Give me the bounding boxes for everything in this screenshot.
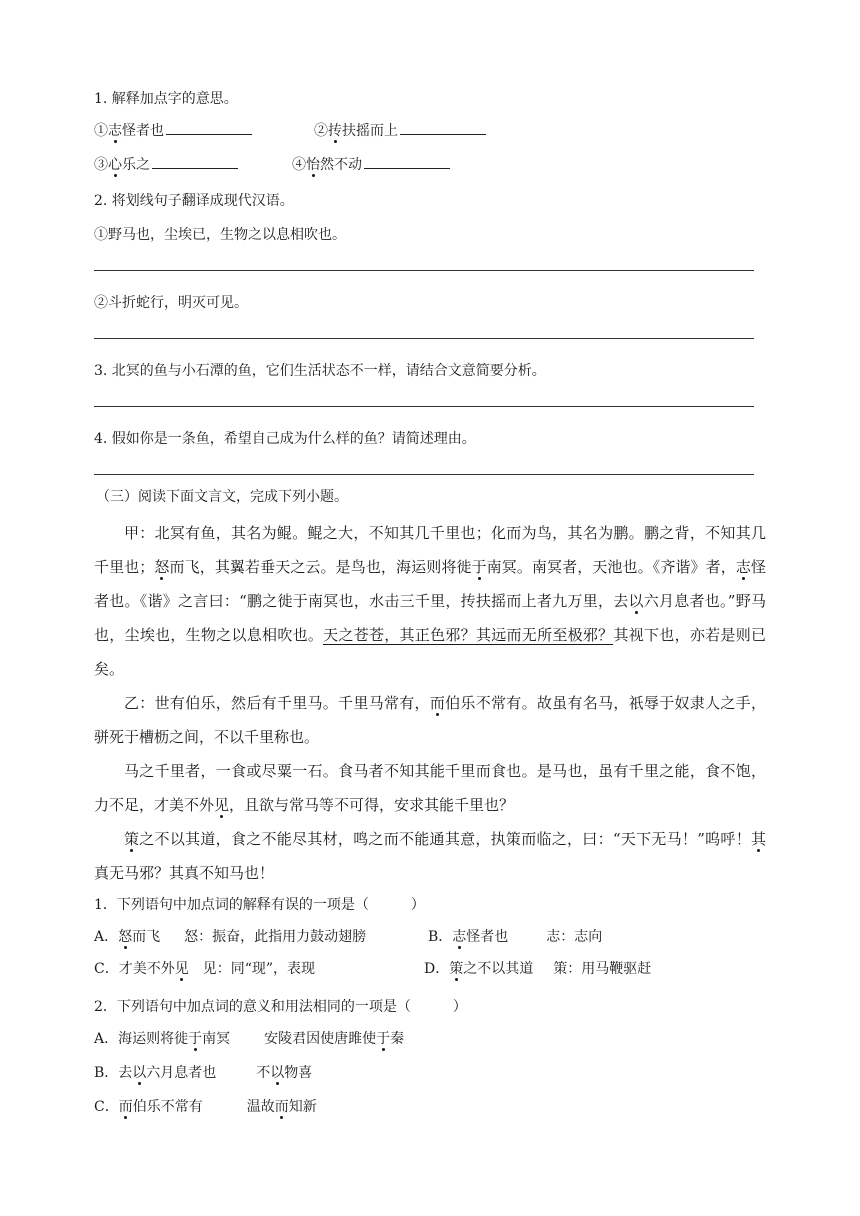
question-3: 3. 北冥的鱼与小石潭的鱼，它们生活状态不一样，请结合文意简要分析。 bbox=[94, 363, 546, 379]
mcq-1-option-a[interactable]: A．怒而飞 怒：振奋，此指用力鼓动翅膀 bbox=[94, 929, 367, 945]
section-heading: （三）阅读下面文言文，完成下列小题。 bbox=[96, 489, 348, 505]
answer-blank[interactable] bbox=[166, 120, 252, 135]
passage-jia: 甲：北冥有鱼，其名为鲲。鲲之大，不知其几千里也；化而为鸟，其名为鹏。鹏之背，不知其几千里也；怒而飞，其翼若垂天之云。是鸟也，海运则将徙于南冥。南冥者，天池也。《齐谐》者，志怪者也。《谐》之言曰：“鹏之徙于南冥也，水击三千里，抟扶摇而上者九万里，去以六月息者也。”野马也，尘埃也，生物之以息相吹也。天之苍苍，其正色邪？其远而无所至极邪？其视下也，亦若是则已矣。 bbox=[94, 524, 766, 678]
mcq-1-option-d[interactable]: D．策之不以其道 策：用马鞭驱赶 bbox=[424, 961, 652, 977]
mcq-2-option-c[interactable]: C．而伯乐不常有 温故而知新 bbox=[94, 1099, 317, 1115]
q1-item-4: ④怡然不动 bbox=[292, 154, 450, 174]
answer-line[interactable] bbox=[94, 270, 754, 271]
q2-item-2: ②斗折蛇行，明灭可见。 bbox=[94, 295, 248, 311]
passage-yi-2: 马之千里者，一食或尽粟一石。食马者不知其能千里而食也。是马也，虽有千里之能，食不饱，力不足，才美不外见，且欲与常马等不可得，安求其能千里也？ bbox=[94, 762, 766, 814]
mcq-2-option-a[interactable]: A．海运则将徙于南冥 安陵君因使唐雎使于秦 bbox=[94, 1031, 405, 1047]
mcq-1-stem: 1．下列语句中加点词的解释有误的一项是（ ） bbox=[94, 897, 425, 913]
passage-yi: 乙：世有伯乐，然后有千里马。千里马常有，而伯乐不常有。故虽有名马，祇辱于奴隶人之手，骈死于槽枥之间，不以千里称也。 bbox=[94, 694, 766, 746]
mcq-1-option-c[interactable]: C．才美不外见 见：同“现”，表现 bbox=[94, 961, 316, 977]
question-4: 4. 假如你是一条鱼，希望自己成为什么样的鱼？请简述理由。 bbox=[94, 431, 476, 447]
answer-line[interactable] bbox=[94, 338, 754, 339]
question-2: 2. 将划线句子翻译成现代汉语。 bbox=[94, 193, 294, 209]
answer-blank[interactable] bbox=[400, 120, 486, 135]
q2-item-1: ①野马也，尘埃已，生物之以息相吹也。 bbox=[94, 227, 346, 243]
mcq-2-stem: 2．下列语句中加点词的意义和用法相同的一项是（ ） bbox=[94, 999, 467, 1015]
underlined-sentence: 天之苍苍，其正色邪？其远而无所至极邪？ bbox=[323, 626, 614, 644]
mcq-2-option-b[interactable]: B．去以六月息者也 不以物喜 bbox=[94, 1065, 313, 1081]
q1-item-1: ①志怪者也 bbox=[94, 120, 252, 140]
passage-yi-3: 策之不以其道，食之不能尽其材，鸣之而不能通其意，执策而临之，曰：“天下无马！”呜呼！其真无马邪？其真不知马也！ bbox=[94, 830, 766, 882]
q1-item-3: ③心乐之 bbox=[94, 154, 238, 174]
answer-blank[interactable] bbox=[152, 154, 238, 169]
answer-blank[interactable] bbox=[364, 154, 450, 169]
q1-item-2: ②抟扶摇而上 bbox=[314, 120, 486, 140]
question-1: 1. 解释加点字的意思。 bbox=[94, 91, 238, 107]
answer-line[interactable] bbox=[94, 474, 754, 475]
mcq-1-option-b[interactable]: B．志怪者也 志：志向 bbox=[428, 929, 603, 945]
answer-line[interactable] bbox=[94, 406, 754, 407]
